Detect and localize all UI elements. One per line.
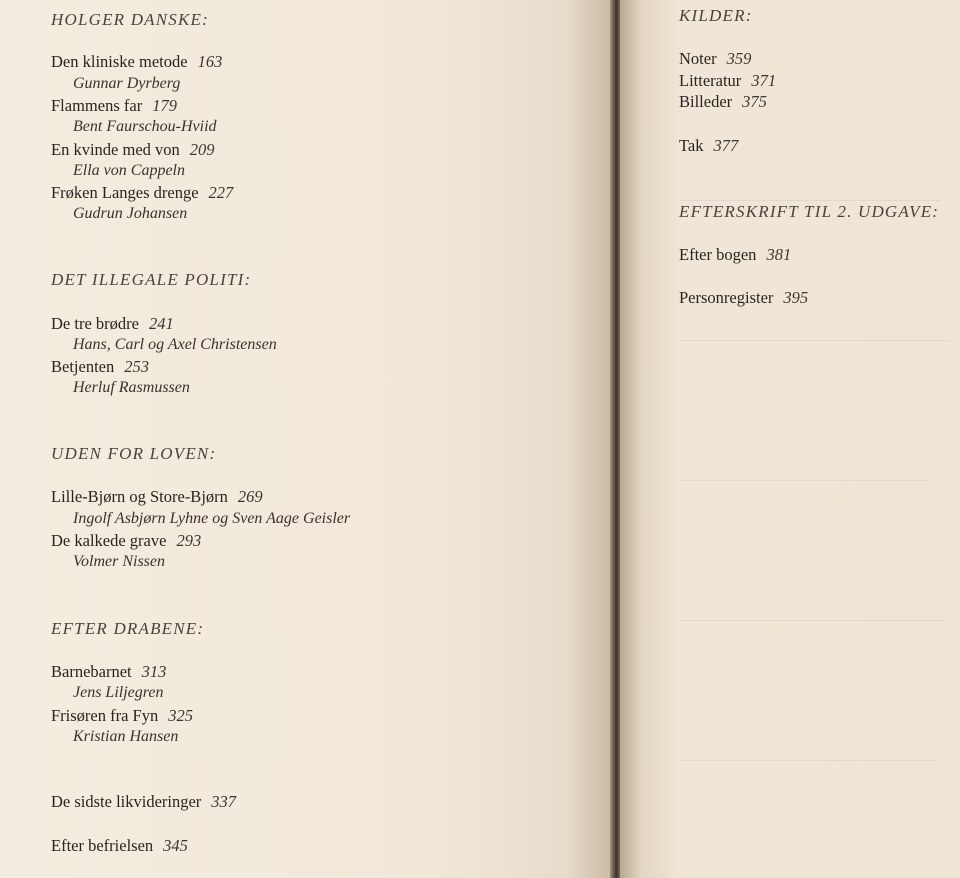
entry-title: Efter bogen (679, 245, 757, 264)
entry-title: Frisøren fra Fyn (51, 706, 159, 725)
toc-entry[interactable] (679, 71, 776, 91)
entry-title: Tak (679, 136, 704, 155)
bleed-through-line (680, 620, 945, 621)
toc-entry[interactable] (679, 245, 791, 265)
entry-title: Litteratur (679, 71, 742, 90)
toc-entry[interactable] (679, 288, 808, 308)
toc-entry[interactable] (51, 140, 215, 160)
entry-author: Ingolf Asbjørn Lyhne og Sven Aage Geisler (73, 510, 351, 527)
entry-author: Gudrun Johansen (73, 205, 188, 222)
bleed-through-line (680, 480, 930, 481)
right-page (620, 0, 960, 878)
entry-title: Lille-Bjørn og Store-Bjørn (51, 487, 228, 506)
entry-page: 375 (742, 92, 767, 111)
entry-author: Hans, Carl og Axel Christensen (73, 336, 277, 353)
bleed-through-line (680, 340, 950, 341)
entry-page: 253 (124, 357, 149, 376)
toc-entry[interactable] (679, 49, 751, 69)
toc-entry[interactable] (51, 662, 166, 682)
entry-page: 381 (766, 245, 792, 264)
bleed-through-line (680, 200, 940, 201)
toc-entry[interactable] (51, 487, 263, 507)
entry-title: Betjenten (51, 357, 115, 376)
entry-page: 337 (211, 792, 237, 811)
section-heading-uden-for-loven: UDEN FOR LOVEN: (51, 444, 217, 463)
entry-author: Gunnar Dyrberg (73, 75, 181, 92)
toc-entry[interactable] (679, 92, 767, 112)
entry-title: Noter (679, 49, 717, 68)
entry-title: De kalkede grave (51, 531, 167, 550)
entry-page: 313 (141, 662, 167, 681)
entry-page: 371 (751, 71, 777, 90)
entry-author: Ella von Cappeln (73, 162, 185, 179)
entry-page: 359 (726, 49, 752, 68)
entry-page: 377 (713, 136, 739, 155)
entry-title: Efter befrielsen (51, 836, 154, 855)
entry-page: 269 (237, 487, 263, 506)
entry-page: 179 (152, 96, 177, 115)
toc-entry[interactable] (51, 357, 149, 377)
bleed-through-line (680, 760, 935, 761)
entry-title: Flammens far (51, 96, 143, 115)
entry-page: 227 (208, 183, 234, 202)
toc-entry[interactable] (679, 136, 738, 156)
entry-author: Jens Liljegren (73, 684, 164, 701)
section-heading-efter-drabene: EFTER DRABENE: (51, 619, 205, 638)
section-heading-efterskrift: EFTERSKRIFT TIL 2. UDGAVE: (679, 202, 940, 221)
entry-author: Herluf Rasmussen (73, 379, 190, 396)
entry-title: Personregister (679, 288, 774, 307)
entry-page: 293 (176, 531, 202, 550)
entry-title: En kvinde med von (51, 140, 180, 159)
entry-title: Frøken Langes drenge (51, 183, 199, 202)
section-heading-holger-danske: HOLGER DANSKE: (51, 10, 209, 29)
entry-title: Barnebarnet (51, 662, 132, 681)
entry-page: 209 (189, 140, 215, 159)
entry-author: Kristian Hansen (73, 728, 179, 745)
entry-page: 241 (148, 314, 174, 333)
entry-page: 345 (163, 836, 188, 855)
entry-page: 163 (197, 52, 223, 71)
entry-page: 395 (783, 288, 809, 307)
section-heading-det-illegale-politi: DET ILLEGALE POLITI: (51, 270, 252, 289)
toc-entry[interactable] (51, 52, 222, 72)
toc-entry[interactable] (51, 531, 201, 551)
toc-entry[interactable] (51, 183, 233, 203)
toc-entry[interactable] (51, 314, 174, 334)
entry-author: Volmer Nissen (73, 553, 165, 570)
section-heading-kilder: KILDER: (679, 6, 753, 25)
toc-entry[interactable] (51, 96, 177, 116)
toc-entry[interactable] (51, 792, 236, 812)
entry-title: De tre brødre (51, 314, 139, 333)
entry-author: Bent Faurschou-Hviid (73, 118, 217, 135)
toc-entry[interactable] (51, 836, 188, 856)
toc-entry[interactable] (51, 706, 193, 726)
entry-title: Billeder (679, 92, 733, 111)
entry-title: Den kliniske metode (51, 52, 188, 71)
entry-title: De sidste likvideringer (51, 792, 202, 811)
entry-page: 325 (168, 706, 193, 725)
